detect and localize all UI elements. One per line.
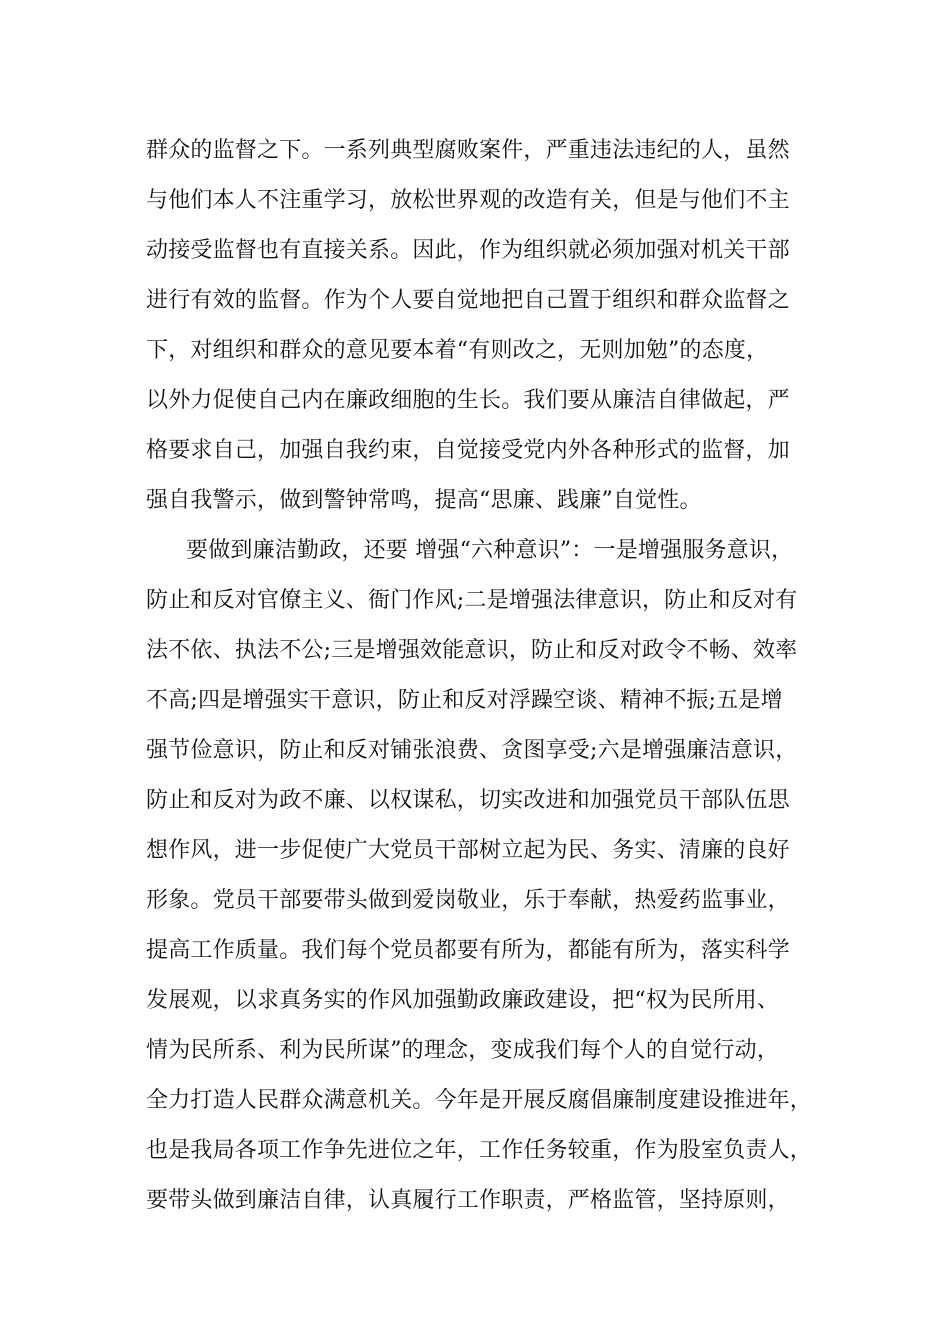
paragraph-1-line: 下，对组织和群众的意见要本着“有则改之，无则加勉”的态度， (146, 338, 769, 363)
paragraph-2-line: 法不依、执法不公;三是增强效能意识，防止和反对政令不畅、效率 (146, 638, 798, 663)
paragraph-2-line: 想作风，进一步促使广大党员干部树立起为民、务实、清廉的良好 (146, 838, 790, 863)
paragraph-2 (146, 532, 826, 1232)
paragraph-2-line: 防止和反对官僚主义、衙门作风;二是增强法律意识，防止和反对有 (146, 588, 798, 613)
paragraph-1 (146, 132, 826, 532)
paragraph-1-line: 群众的监督之下。一系列典型腐败案件，严重违法违纪的人，虽然 (146, 138, 790, 163)
paragraph-2-line-indented: 要做到廉洁勤政，还要 增强“六种意识”：一是增强服务意识， (186, 538, 794, 563)
paragraph-2-line: 发展观，以求真务实的作风加强勤政廉政建设，把“权为民所用、 (146, 988, 780, 1013)
paragraph-2-line: 防止和反对为政不廉、以权谋私，切实改进和加强党员干部队伍思 (146, 788, 790, 813)
paragraph-1-line: 强自我警示，做到警钟常鸣，提高“思廉、践廉”自觉性。 (146, 488, 702, 513)
paragraph-2-line: 也是我局各项工作争先进位之年，工作任务较重，作为股室负责人， (146, 1138, 813, 1163)
paragraph-2-line: 全力打造人民群众满意机关。今年是开展反腐倡廉制度建设推进年， (146, 1088, 813, 1113)
paragraph-2-line: 情为民所系、利为民所谋”的理念，变成我们每个人的自觉行动， (146, 1038, 780, 1063)
paragraph-1-line: 动接受监督也有直接关系。因此，作为组织就必须加强对机关干部 (146, 238, 790, 263)
paragraph-2-line: 不高;四是增强实干意识，防止和反对浮躁空谈、精神不振;五是增 (146, 688, 783, 713)
paragraph-1-line: 格要求自己，加强自我约束，自觉接受党内外各种形式的监督，加 (146, 438, 790, 463)
paragraph-1-line: 与他们本人不注重学习，放松世界观的改造有关，但是与他们不主 (146, 188, 790, 213)
paragraph-2-line: 要带头做到廉洁自律，认真履行工作职责，严格监管，坚持原则， (146, 1188, 790, 1213)
paragraph-2-line: 形象。党员干部要带头做到爱岗敬业，乐于奉献，热爱药监事业， (146, 888, 790, 913)
paragraph-1-line: 以外力促使自己内在廉政细胞的生长。我们要从廉洁自律做起，严 (146, 388, 790, 413)
paragraph-2-line: 强节俭意识，防止和反对铺张浪费、贪图享受;六是增强廉洁意识， (146, 738, 798, 763)
paragraph-2-line: 提高工作质量。我们每个党员都要有所为，都能有所为，落实科学 (146, 938, 790, 963)
paragraph-1-line: 进行有效的监督。作为个人要自觉地把自己置于组织和群众监督之 (146, 288, 790, 313)
